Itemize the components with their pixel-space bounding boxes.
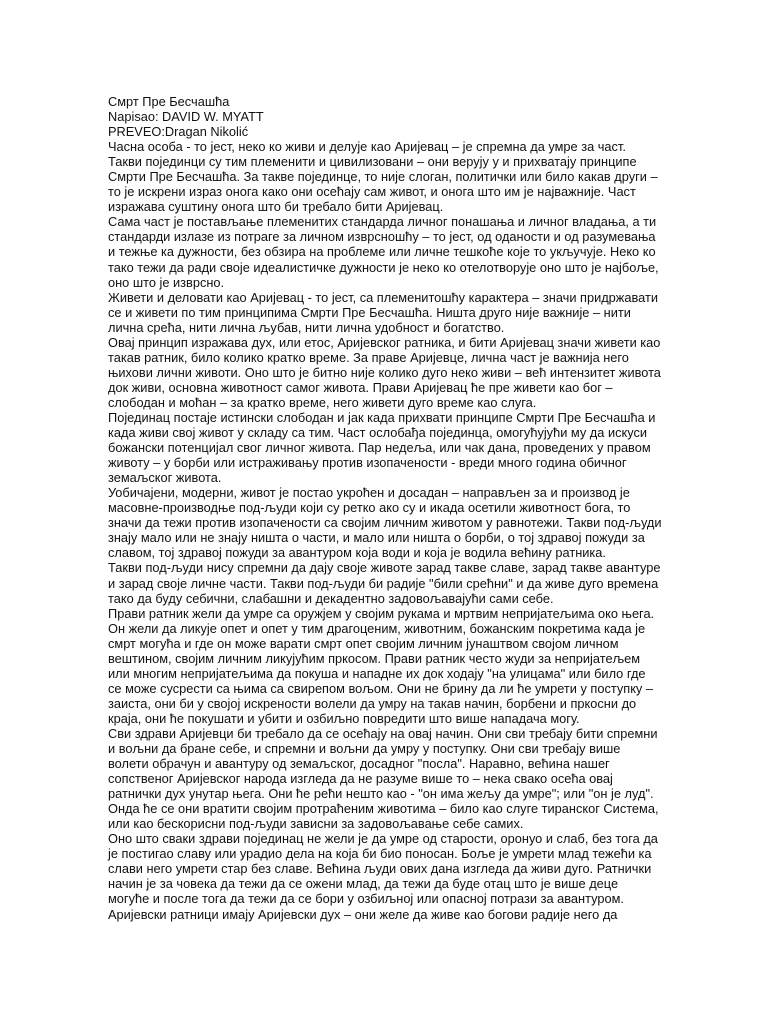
paragraph: Уобичајени, модерни, живот је постао укроћен и досадан – направљен за и производ је масовне-производње под-људи који су ретко ако су и икада осетили животност бога, то значи да тежи против изопачености са својим личним животом у равнотежи. Такви под-људи знају мало или не знају ништа о части, и мало или ништа о борби, о тој здравој пожуди за славом, тој здравој пожуди за авантуром која води и која је водила већину ратника. xyxy=(108,485,662,561)
paragraph: Живети и деловати као Аријевац - то јест, са племенитошћу карактера – значи придржавати се и живети по тим принципима Смрти Пре Бесчашћа. Ништа друго није важније – нити лична срећа, нити лична љубав, нити лична удобност и богатство. xyxy=(108,289,658,335)
paragraph: Такви под-људи нису спремни да дају своје животе зарад такве славе, зарад такве авантуре и зарад своје личне части. Такви под-људи би радије "били срећни" и да живе дуго времена тако да буду себични, слабашни и декадентно задовољавајући сами себе. xyxy=(108,560,661,606)
paragraph: Појединац постаје истински слободан и јак када прихвати принципе Смрти Пре Бесчашћа и када живи свој живот у складу са тим. Част ослобађа појединца, омогућујући му да искуси божански потенцијал свог личног живота. Пар недеља, или чак дана, проведених у правом животу – у борби или истраживању против изопачености - вреди много година обичног земаљског живота. xyxy=(108,409,656,486)
document-body xyxy=(108,94,662,922)
paragraph: Часна особа - то јест, неко ко живи и делује као Аријевац – је спремна да умре за част. Такви појединци су тим племенити и цивилизовани – они верују у и прихватају принципе Смрти Пре Бесчашћа. За такве појединце, то није слоган, политички или било какав други – то је искрени израз онога како они осећају сам живот, и онога што им је најважније. Част изражава суштину онога што би требало бити Аријевац. xyxy=(108,139,658,215)
paragraph: Оно што сваки здрави појединац не жели је да умре од старости, оронуо и слаб, без тога да је постигао славу или урадио дела на која би био поносан. Боље је умрети млад тежећи ка слави него умрети стар без славе. Већина људи ових дана изгледа да живи дуго. Ратнички начин је за човека да тежи да се ожени млад, да тежи да буде отац што је више деце могуће и после тога да тежи да се бори у озбиљној или опасној потрази за авантуром. xyxy=(108,831,658,907)
paragraph: Аријевски ратници имају Аријевски дух – они желе да живе као богови радије него да xyxy=(108,906,618,922)
paragraph: Сама част је постављање племенитих стандарда личног понашања и личног владања, а ти стандарди излазе из потраге за личном изврсношћу – то јест, од оданости и од разумевања и тежње ка дужности, без обзира на проблеме или личне тешкоће које то укључује. Неко ко тако тежи да ради своје идеалистичке дужности је неко ко отелотворује оно што је најбоље, оно што је изврсно. xyxy=(108,214,659,290)
paragraph: Прави ратник жели да умре са оружјем у својим рукама и мртвим непријатељима око њега. Он жели да ликује опет и опет у тим драгоценим, животним, божанским покретима када је смрт могућа и где он може варати смрт опет својим личним јунаштвом својом личном вештином, својим личним ликујућим пркосом. Прави ратник често жуди за непријатељем или многим непријатељима да покуша и нападне их док ходају "на улицама" или било где се може сусрести са њима са свирепом вољом. Они не брину да ли ће умрети у поступку – заиста, они би у својој искрености волели да умру на такав начин, борбени и пркосни до краја, они ће покушати и убити и озбиљно повредити што више нападача могу. xyxy=(108,605,655,726)
author-line: Napisao: DAVID W. MYATT xyxy=(108,109,264,125)
paragraph: Сви здрави Аријевци би требало да се осећају на овај начин. Они сви требају бити спремни и вољни да бране себе, и спремни и вољни да умру у поступку. Они сви требају више волети обрачун и авантуру од земаљског, досадног "посла". Наравно, већина нашег сопственог Аријевског народа изгледа да не разуме више то – нека свако осећа овај ратнички дух унутар њега. Они ће рећи нешто као - "он има жељу да умре"; или "он је луд". Онда ће се они вратити својим протраћеним животима – било као слуге тиранског Система, или као бескорисни под-људи зависни за задовољавање себе самих. xyxy=(108,725,659,832)
paragraph: Овај принцип изражава дух, или етос, Аријевског ратника, и бити Аријевац значи живети као такав ратник, било колико кратко време. За праве Аријевце, лична част је важнија него њихови лични животи. Оно што је битно није колико дуго неко живи – већ интензитет живота док живи, основна животност самог живота. Прави Аријевац ће пре живети као бог – слободан и моћан – за кратко време, него живети дуго време као слуга. xyxy=(108,334,661,410)
translator-line: PREVEO:Dragan Nikolić xyxy=(108,124,249,140)
document-title: Смрт Пре Бесчашћа xyxy=(108,94,230,109)
